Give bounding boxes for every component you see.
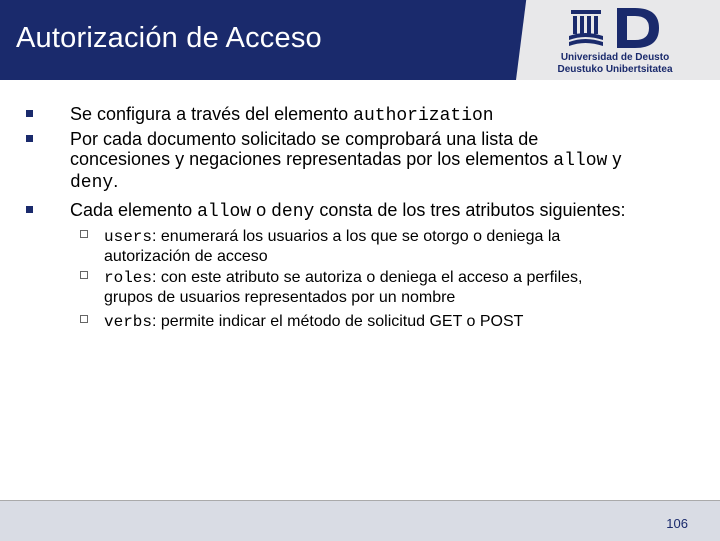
code-deny: deny	[271, 202, 315, 222]
slide-header	[0, 0, 720, 80]
sub-bullet-text: : enumerará los usuarios a los que se otorgo o deniega la	[152, 228, 561, 245]
bullet-text: o	[251, 200, 272, 220]
sub-bullet-item	[104, 312, 523, 332]
code-allow: allow	[197, 202, 252, 222]
bullet-item	[70, 129, 621, 193]
bullet-text: Cada elemento	[70, 200, 198, 220]
slide-footer	[0, 500, 720, 541]
bullet-text: concesiones y negaciones representadas por los elementos	[70, 149, 554, 169]
bullet-text: y	[607, 149, 622, 169]
hollow-square-bullet-icon	[80, 315, 88, 323]
hollow-square-bullet-icon	[80, 230, 88, 238]
sub-bullet-item	[104, 268, 583, 307]
sub-bullet-text: : permite indicar el método de solicitud GET o POST	[152, 313, 524, 330]
page-number: 106	[666, 516, 688, 531]
page-title: Autorización de Acceso	[16, 22, 322, 54]
code-authorization: authorization	[353, 106, 494, 126]
code-users: users	[104, 228, 153, 246]
code-roles: roles	[104, 269, 153, 287]
hollow-square-bullet-icon	[80, 271, 88, 279]
bullet-item	[70, 200, 626, 222]
code-verbs: verbs	[104, 313, 153, 331]
square-bullet-icon	[26, 110, 33, 117]
bullet-item	[70, 104, 494, 126]
code-deny: deny	[70, 173, 114, 193]
bullet-text: Por cada documento solicitado se comprobará una lista de	[70, 129, 539, 149]
sub-bullet-item	[104, 227, 560, 266]
square-bullet-icon	[26, 135, 33, 142]
logo-caption-eu: Deustuko Unibertsitatea	[557, 64, 673, 75]
sub-bullet-text: : con este atributo se autoriza o deniega el acceso a perfiles,	[152, 269, 583, 286]
university-logo-icon	[565, 4, 665, 50]
bullet-text: consta de los tres atributos siguientes:	[314, 200, 626, 220]
sub-bullet-text: grupos de usuarios representados por un nombre	[104, 289, 456, 306]
square-bullet-icon	[26, 206, 33, 213]
bullet-text: Se configura a través del elemento	[70, 104, 354, 124]
logo-caption-es: Universidad de Deusto	[560, 52, 670, 63]
code-allow: allow	[553, 151, 608, 171]
sub-bullet-text: autorización de acceso	[104, 248, 268, 265]
bullet-text: .	[113, 171, 119, 191]
